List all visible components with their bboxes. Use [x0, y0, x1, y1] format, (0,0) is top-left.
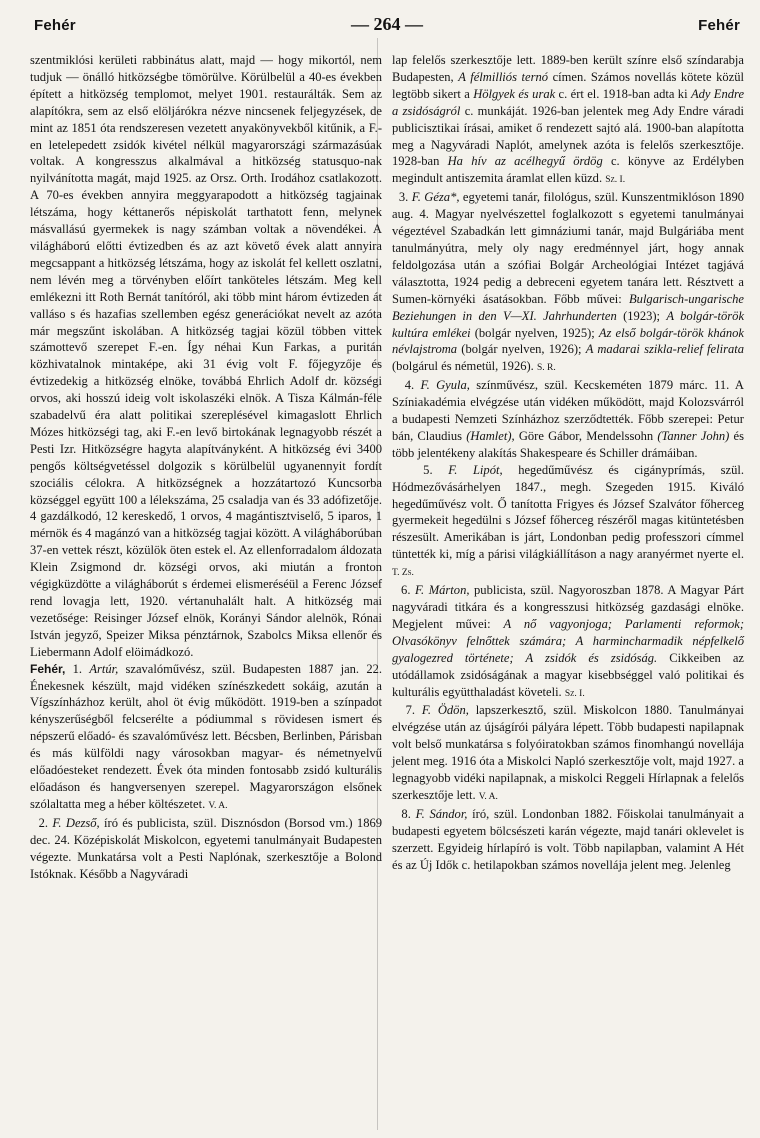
- entry-feher-lipot: 5. F. Lipót, hegedűművész és cigányprímás, szül. Hódmezővásárhelyen 1847., megh. Szegeden 1915. Kiváló hegedűművész volt. Ő tanította Frigyes és József Szalvátor főherceg gyermekeit hegedülni s József főherceg részéről magas kitüntetésben részesült. Amerikában is járt, Londonban pedig professzori címmel tüntették ki, míg a párisi világkiállításon a nagy aranyérmet nyerte el. T. Zs.: [392, 462, 745, 579]
- entry-name: F. Sándor,: [415, 806, 468, 821]
- entry-feher-odon: 7. F. Ödön, lapszerkesztő, szül. Miskolcon 1880. Tanulmányai elvégzése után az újságírói pályára lépett. Több budapesti napilapnak volt belső munkatársa s folyóiratokban számos finomhangú novellája jelent meg. 1916 óta a Miskolci Napló szerkesztője volt, majd 1927. a legnagyobb vidéki napilapnak, a miskolci Reggeli Hírlapnak a felelős szerkesztője lett. V. A.: [392, 703, 744, 802]
- header-left-word: Fehér: [34, 17, 76, 34]
- entry-name: F. Ödön,: [421, 703, 469, 718]
- entry-feher-marton: 6. F. Márton, publicista, szül. Nagyoroszban 1878. A Magyar Párt nagyváradi titkára és a kongresszusi hitközség gazdasági elnöke. Megjelent művei: A nő vagyonjoga; Parlamenti reformok; Olvasókönyv felnőttek számára; A harmincharmadik népfelkelő gyalogezred története; A zsidók és zsidóság. Cikkeiben az utódállamok zsidóságának a magyar kisebbséggel való politikai és kulturális együtthaladást követeli. Sz. I.: [392, 583, 745, 699]
- entry-name: F. Márton,: [415, 583, 470, 598]
- author-signature: V. A.: [208, 800, 228, 811]
- entry-name: F. Dezső,: [52, 815, 100, 830]
- author-signature: S. R.: [536, 363, 556, 374]
- header-right-word: Fehér: [698, 17, 740, 34]
- entry-name: Artúr,: [89, 661, 119, 676]
- author-signature: T. Zs.: [392, 568, 414, 579]
- entry-feher-geza: 3. F. Géza*, egyetemi tanár, filológus, szül. Kunszentmiklóson 1890 aug. 4. Magyar nyelvészettel foglalkozott s egyetemi tanulmányai végeztével Szabadkán lett gimnáziumi tanár, majd Bulgáriába ment tanulmányútra, mely oly nagy eredménnyel járt, hogy annak feldolgozása után a szófiai Bolgár Archeológiai Intézet tagjává választotta, 1924 pedig a debreceni egyetem tanára lett. Résztvett a Sumen-környéki ásatásokban. Főbb művei: Bulgarisch-ungarische Beziehungen in den V—XI. Jahrhunderten (1923); A bolgár-török kultúra emlékei (bolgár nyelven, 1925); Az első bolgár-török khánok névlajstroma (bolgár nyelven, 1926); A madarai szikla-relief felirata (bolgárul és németül, 1926). S. R.: [392, 190, 745, 374]
- entry-continuation: lap felelős szerkesztője lett. 1889-ben került színre első színdarabja Budapesten, A félmilliós ternó címen. Számos novellás kötete közül legtöbb sikert a Hölgyek és urak c. ért el. 1918-ban adta ki Ady Endre a zsidóságról c. munkáját. 1926-ban jelentek meg Ady Endre váradi publicisztikai írásai, amiket ő rendezett sajtó alá. 1900-ban alapította meg a Nagyváradi Naplót, amelynek azóta is felelős szerkesztője. 1928-ban Ha hív az acélhegyű ördög c. könyve az Erdélyben megindult antiszemita áramlat ellen küzd. Sz. I.: [392, 53, 745, 186]
- entry-feher-gyula: 4. F. Gyula, színművész, szül. Kecskeméten 1879 márc. 11. A Színiakadémia elvégzése után vidéken működött, majd Kolozsvárról a budapesti Nemzeti Színházhoz szerződtették. Főbb szerepei: Petur bán, Claudius (Hamlet), Göre Gábor, Mendelssohn (Tanner John) és több jelentékeny alakítás Shakespeare és Schiller drámáiban.: [392, 378, 744, 460]
- page-number: — 264 —: [351, 14, 423, 34]
- right-column: [392, 52, 744, 882]
- entry-feher-artur: Fehér, 1. Artúr, szavalóművész, szül. Budapesten 1887 jan. 22. Énekesnek készült, majd vidéken színészkedett sokáig, azután a Vígszínházhoz került, ahol öt évig működött. 1919-ben a színpadot kényszerűségből felcserélte a pódiummal s rövidesen ismert és népszerű előadó- és szavalóművész lett. Bécsben, Berlinben, Párisban és más külföldi nagy városokban magyar- és németnyelvű előadóesteket rendezett. Évek óta minden fontosabb zsidó kulturális előadáson és hangversenyen szerepel. Magyarországon elsőnek szólaltatta meg a héber költészetet. V. A.: [30, 661, 383, 811]
- entry-name: F. Gyula,: [420, 378, 470, 393]
- author-signature: Sz. I.: [605, 175, 626, 186]
- author-signature: V. A.: [478, 791, 498, 802]
- column-divider: [377, 38, 378, 1130]
- left-column: [30, 52, 382, 882]
- entry-feher-dezso: 2. F. Dezső, író és publicista, szül. Disznósdon (Borsod vm.) 1869 dec. 24. Középiskolát Miskolcon, egyetemi tanulmányait Budapesten végezte. Munkatársa volt a Pesti Naplónak, szerkesztője a Bolond Istóknak. Később a Nagyváradi: [30, 815, 383, 881]
- text-columns: [30, 52, 744, 882]
- entry-feher-sandor: 8. F. Sándor, író, szül. Londonban 1882. Főiskolai tanulmányait a budapesti egyetem bölcsészeti karán végezte, majd tanári oklevelet is szerzett. Egyideig hírlapíró is volt. Több napilapban, valamint A Hét és az Új Idők c. hetilapokban számos novellája jelent meg. Jelenleg: [392, 806, 744, 872]
- author-signature: Sz. I.: [564, 688, 585, 699]
- entry-name: F. Lipót,: [448, 462, 503, 477]
- page-header: [30, 14, 744, 40]
- entry-headword: Fehér,: [30, 661, 66, 676]
- intro-paragraph: szentmiklósi kerületi rabbinátus alatt, majd — hogy mikortól, nem tudjuk — önálló hitközségbe tömörülve. Körülbelül a 40-es években épített a hitközség templomot, melyet 1901. restaurálták. Sem az alapítókra, sem az első elöljárókra nézve nincsenek feljegyzések, de mint az 1851 óta rendszeresen vezetett anyakönyvekből kitűnik, a F.-en letelepedett zsidók kivétel nélkül magyarországi származásúak voltak. A kongresszus alkalmával a hitközség statusquo-nak nyilvánította magát, majd 1925. az Orsz. Orth. Irodához csatlakozott. A 70-es években annyira meggyarapodott a hitközség tagjainak létszáma, hogy kéttanerős népiskolát tarthatott fenn, melynek másvallású gyermekek is nagy számban voltak a növendékei. A világháború előtti évtizedben és az azt követő évek alatt annyira megcsappant a hitközség létszáma, hogy az iskolát fel kellett oszlatni, nem lévén meg a törvényben előírt tanköteles létszám. Meg kell emlékezni itt Roth Bernát tanítóról, aki több mint három évtizeden át valláso s és hazafias szellemben egész generációkat nevelt az azóta már megszűnt iskolában. A hitközség tagjai közül többen vittek számottevő szerepet F.-en. Így néhai Kun Farkas, a puritán közhivatalnok mintaképe, aki 31 évig volt F. főjegyzője és évtizedekig a hitközség elnöke, továbbá Ehrlich Adolf dr. községi orvos, aki hosszú ideig volt iskolaszéki elnök. A Tisza Kálmán-féle szabadelvű éra alatt politikai szereplésével kimagaslott Ehrlich Mózes hitközségi tag, aki F.-en levő birtokának legnagyobb részét a Pesti Izr. Hitközségre hagyta alapítványként. A hitközség évi 3400 pengős költségvetéssel dolgozik s körülbelül ugyanennyit fordít szociális célokra. A hitközségnek a hozzátartozó Kuncsorba községgel együtt 100 a lélekszáma, 25 csaladja van és 33 adófizetője. 4 gazdálkodó, 12 kereskedő, 1 orvos, 4 magántisztviselő, 5 iparos, 1 mérnök és 4 magánzó van a hitközség tagjai között. A világháborúban 37-en vettek részt, közülök öten estek el. Az ellenforradalom áldozata Klein Zsigmond dr. községi orvos, aki miután a fronton végigküzdötte a világháborút s érdemei elismeréséül a Ferenc József rend lovagja lett, 1920. vértanuhalált halt. A hitközség mai vezetősége: Reisinger József elnök, Korányi Sándor alelnök, Rónai István jegyző, Speizer Miksa pénztárnok, Szabolcs Miksa ellenőr és Liebermann Adolf elöimádkozó.: [30, 53, 382, 659]
- entry-name: F. Géza*,: [411, 190, 460, 205]
